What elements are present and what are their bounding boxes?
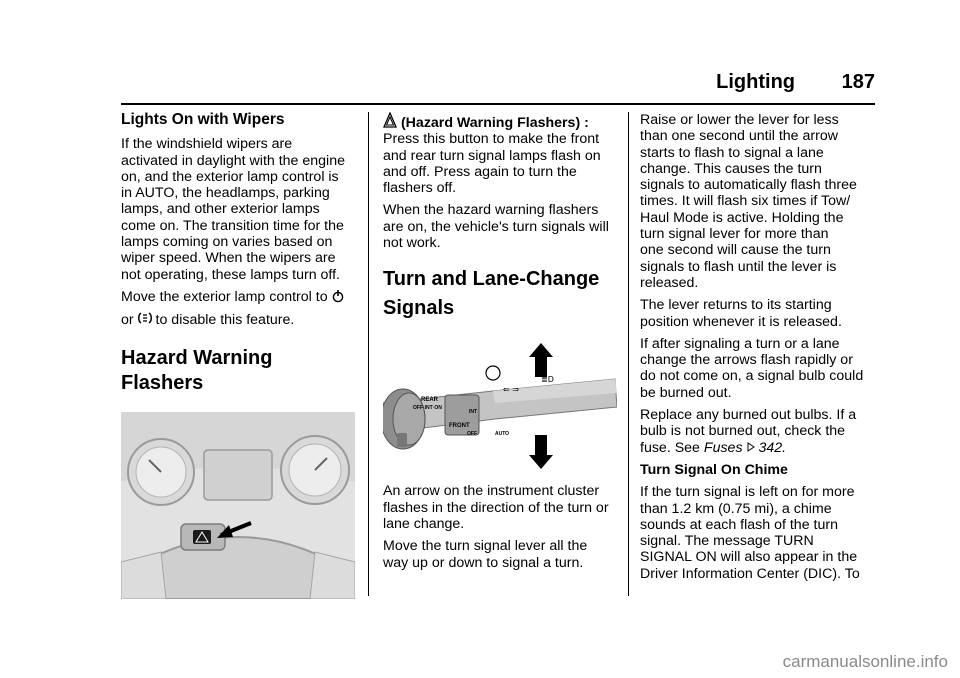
text-line: to disable this feature. — [155, 311, 295, 328]
move-lever-paragraph — [383, 538, 617, 571]
text-line: come on. The transition time for the — [121, 217, 344, 234]
hazard-label: (Hazard Warning Flashers) : — [400, 115, 589, 131]
text-line: released. — [640, 274, 699, 291]
page-reference-icon — [747, 442, 755, 452]
text-line: not work. — [383, 235, 441, 252]
text-line: Move the exterior lamp control to — [121, 288, 328, 305]
text-line: than one second until the arrow — [640, 128, 838, 145]
text-line: or — [121, 311, 134, 328]
text-line: sounds at each flash of the turn — [640, 516, 838, 533]
heading-line: Turn and Lane-Change — [383, 268, 600, 291]
column-1 — [121, 112, 355, 599]
arrow-paragraph — [383, 483, 617, 532]
hazard-warning-flashers-heading: Hazard Warning Flashers — [121, 347, 273, 395]
wipers-paragraph — [121, 136, 355, 283]
bulb-out-paragraph — [640, 336, 875, 401]
lever-label-int: INT — [469, 409, 478, 416]
page-number: 187 — [841, 71, 875, 93]
lever-label-auto: AUTO — [495, 431, 510, 438]
replace-bulbs-paragraph — [640, 407, 875, 456]
lights-on-with-wipers-heading: Lights On with Wipers — [121, 111, 285, 128]
column-divider-2 — [628, 112, 629, 596]
hazard-button-dashboard-illustration — [121, 412, 355, 599]
high-beam-icon: ≣D — [541, 375, 554, 385]
text-line: flashers off. — [383, 180, 457, 197]
text-line: signal. The message TURN — [640, 533, 814, 550]
text-line: change. This causes the turn — [640, 160, 822, 177]
text-line: change the arrows flash rapidly or — [640, 352, 853, 369]
text-line: Driver Information Center (DIC). To — [640, 565, 860, 582]
text-line: The lever returns to its starting — [640, 297, 832, 314]
heading-line: Signals — [383, 297, 455, 320]
page-header — [121, 71, 875, 103]
lever-label-off-int-on: OFF·INT·ON — [413, 405, 442, 412]
text-line: way up or down to signal a turn. — [383, 554, 584, 571]
text-line: and rear turn signal lamps flash on — [383, 147, 601, 164]
fuses-link[interactable]: Fuses — [703, 439, 743, 456]
text-line: and off. Press again to turn the — [383, 163, 577, 180]
text-line: signals to automatically flash three — [640, 177, 857, 194]
lever-label-rear: REAR — [421, 397, 439, 404]
turn-signal-chime-subheading: Turn Signal On Chime — [640, 461, 788, 478]
lever-returns-paragraph — [640, 297, 875, 330]
text-line: signals to flash until the lever is — [640, 258, 837, 275]
text-line: starts to flash to signal a lane — [640, 144, 824, 161]
section-title: Lighting — [716, 71, 795, 93]
text-line: times. It will flash six times if Tow/ — [640, 193, 851, 210]
text-line: wiper speed. When the wipers are — [121, 250, 336, 267]
text-line: not operating, these lamps turn off. — [121, 266, 340, 283]
text-line: one second will cause the turn — [640, 242, 831, 259]
text-line: Haul Mode is active. Holding the — [640, 209, 844, 226]
text-line: be burned out. — [640, 384, 732, 401]
column-3 — [640, 112, 875, 588]
hazard-paragraph — [383, 112, 617, 196]
lane-change-paragraph — [640, 112, 875, 291]
text-line: lamps, and other exterior lamps — [121, 201, 320, 218]
parking-lamp-icon — [138, 311, 152, 325]
hazard-triangle-icon — [383, 112, 397, 128]
text-line: in AUTO, the headlamps, parking — [121, 185, 330, 202]
text-line: If the turn signal is left on for more — [640, 484, 855, 501]
turn-signal-lever-illustration — [383, 343, 617, 471]
text-line: Raise or lower the lever for less — [640, 112, 839, 128]
text-line: position whenever it is released. — [640, 313, 842, 330]
power-off-icon — [332, 289, 344, 303]
lever-label-off: OFF — [467, 431, 477, 438]
text-line: activated in daylight with the engine — [121, 152, 345, 169]
text-line: An arrow on the instrument cluster — [383, 483, 600, 500]
text-line: are on, the vehicle's turn signals will — [383, 218, 609, 235]
lever-label-front: FRONT — [449, 423, 470, 430]
text-line: do not come on, a signal bulb could — [640, 368, 864, 385]
text-line: lane change. — [383, 515, 465, 532]
column-2 — [383, 112, 617, 577]
disable-feature-paragraph — [121, 289, 355, 328]
header-rule — [121, 103, 875, 105]
text-line: flashes in the direction of the turn or — [383, 499, 609, 516]
fuses-page-number: 342. — [758, 439, 787, 456]
text-line: on, and the exterior lamp control is — [121, 168, 339, 185]
text-line: Move the turn signal lever all the — [383, 538, 588, 555]
text-line: If the windshield wipers are — [121, 136, 293, 153]
text-line: If after signaling a turn or a lane — [640, 335, 840, 352]
hazard-note-paragraph — [383, 202, 617, 251]
text-line: SIGNAL ON will also appear in the — [640, 549, 858, 566]
text-line: Replace any burned out bulbs. If a — [640, 407, 857, 424]
column-divider-1 — [368, 112, 369, 596]
turn-signals-heading — [383, 265, 617, 323]
text-line: Press this button to make the front — [383, 131, 600, 148]
text-line: fuse. See — [640, 439, 700, 456]
text-line: than 1.2 km (0.75 mi), a chime — [640, 500, 832, 517]
lane-arrows-icon: ⇐ ⇒ — [503, 385, 519, 395]
watermark: carmanualsonline.info — [782, 652, 948, 671]
text-line: When the hazard warning flashers — [383, 202, 599, 219]
text-line: turn signal lever for more than — [640, 226, 829, 243]
text-line: bulb is not burned out, check the — [640, 423, 846, 440]
chime-paragraph — [640, 484, 875, 582]
text-line: lamps coming on varies based on — [121, 234, 333, 251]
